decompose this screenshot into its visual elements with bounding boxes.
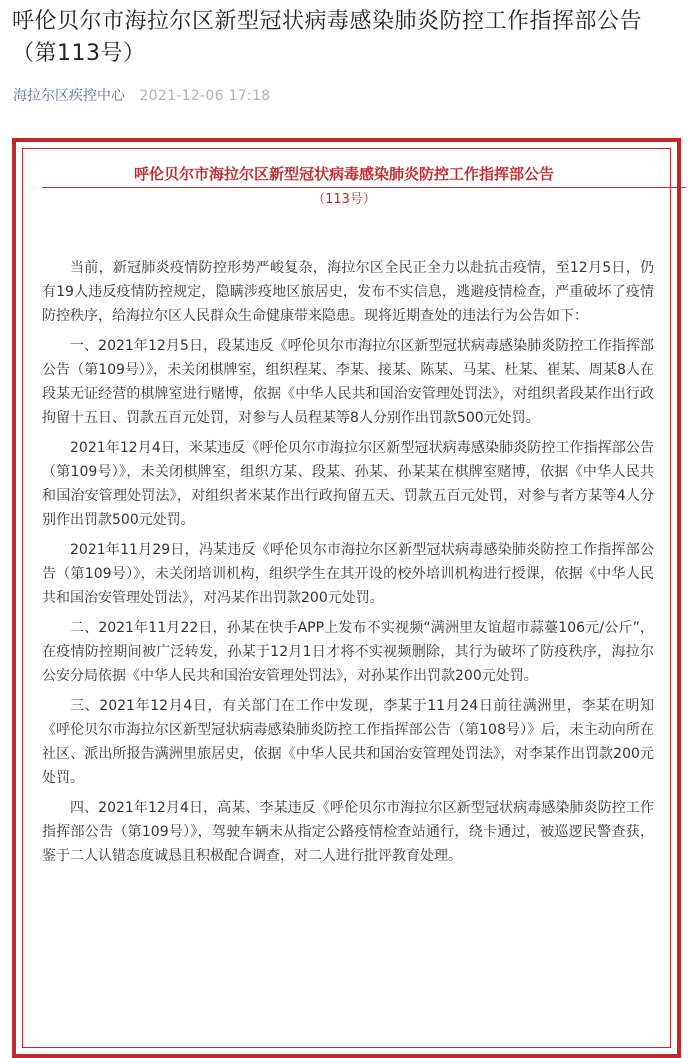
paragraph-item-1c: 2021年11月29日，冯某违反《呼伦贝尔市海拉尔区新型冠状病毒感染肺炎防控工作指挥部公告（第109号）》，未关闭培训机构，组织学生在其开设的校外培训机构进行授课，依据《中华人民共和国治安管理处罚法》，对冯某作出罚款200元处罚。 xyxy=(42,542,654,606)
notice-body xyxy=(42,256,654,874)
source-link[interactable]: 海拉尔区疾控中心 xyxy=(13,88,125,104)
paragraph-item-4: 四、2021年12月4日，高某、李某违反《呼伦贝尔市海拉尔区新型冠状病毒感染肺炎防控工作指挥部公告（第109号）》，驾驶车辆未从指定公路疫情检查站通行，绕卡通过，被巡逻民警查获，鉴于二人认错态度诚恳且积极配合调查，对二人进行批评教育处理。 xyxy=(42,800,654,864)
paragraph-item-2: 二、2021年11月22日，孙某在快手APP上发布不实视频“满洲里友谊超市蒜薹106元/公斤”，在疫情防控期间被广泛转发，孙某于12月1日才将不实视频删除，其行为破坏了防疫秩序，海拉尔公安分局依据《中华人民共和国治安管理处罚法》，对孙某作出罚款200元处罚。 xyxy=(42,620,654,684)
heading-divider xyxy=(42,187,686,188)
paragraph-item-3: 三、2021年12月4日，有关部门在工作中发现，李某于11月24日前往满洲里，李某在明知《呼伦贝尔市海拉尔区新型冠状病毒感染肺炎防控工作指挥部公告（第108号）》后，未主动向所在社区、派出所报告满洲里旅居史，依据《中华人民共和国治安管理处罚法》，对李某作出罚款200元处罚。 xyxy=(42,698,654,786)
paragraph-item-1: 一、2021年12月5日，段某违反《呼伦贝尔市海拉尔区新型冠状病毒感染肺炎防控工作指挥部公告（第109号）》，未关闭棋牌室，组织程某、李某、接某、陈某、马某、杜某、崔某、周某8人在段某无证经营的棋牌室进行赌博，依据《中华人民共和国治安管理处罚法》，对组织者段某作出行政拘留十五日、罚款五百元处罚，对参与人员程某等8人分别作出罚款500元处罚。 xyxy=(42,338,654,426)
article-meta xyxy=(13,86,270,106)
paragraph-intro: 当前，新冠肺炎疫情防控形势严峻复杂，海拉尔区全民正全力以赴抗击疫情，至12月5日，仍有19人违反疫情防控规定，隐瞒涉疫地区旅居史，发布不实信息，逃避疫情检查，严重破坏了疫情防控秩序，给海拉尔区人民群众生命健康带来隐患。现将近期查处的违法行为公告如下： xyxy=(42,260,654,324)
paragraph-item-1b: 2021年12月4日，米某违反《呼伦贝尔市海拉尔区新型冠状病毒感染肺炎防控工作指挥部公告（第109号）》，未关闭棋牌室，组织方某、段某、孙某、孙某某在棋牌室赌博，依据《中华人民共和国治安管理处罚法》，对组织者米某作出行政拘留五天、罚款五百元处罚，对参与者方某等4人分别作出罚款500元处罚。 xyxy=(42,440,654,528)
notice-heading: 呼伦贝尔市海拉尔区新型冠状病毒感染肺炎防控工作指挥部公告 xyxy=(133,165,554,183)
article-title: 呼伦贝尔市海拉尔区新型冠状病毒感染肺炎防控工作指挥部公告（第113号） xyxy=(12,9,643,66)
publish-date: 2021-12-06 17:18 xyxy=(139,88,271,104)
notice-number: （113号） xyxy=(312,192,376,207)
